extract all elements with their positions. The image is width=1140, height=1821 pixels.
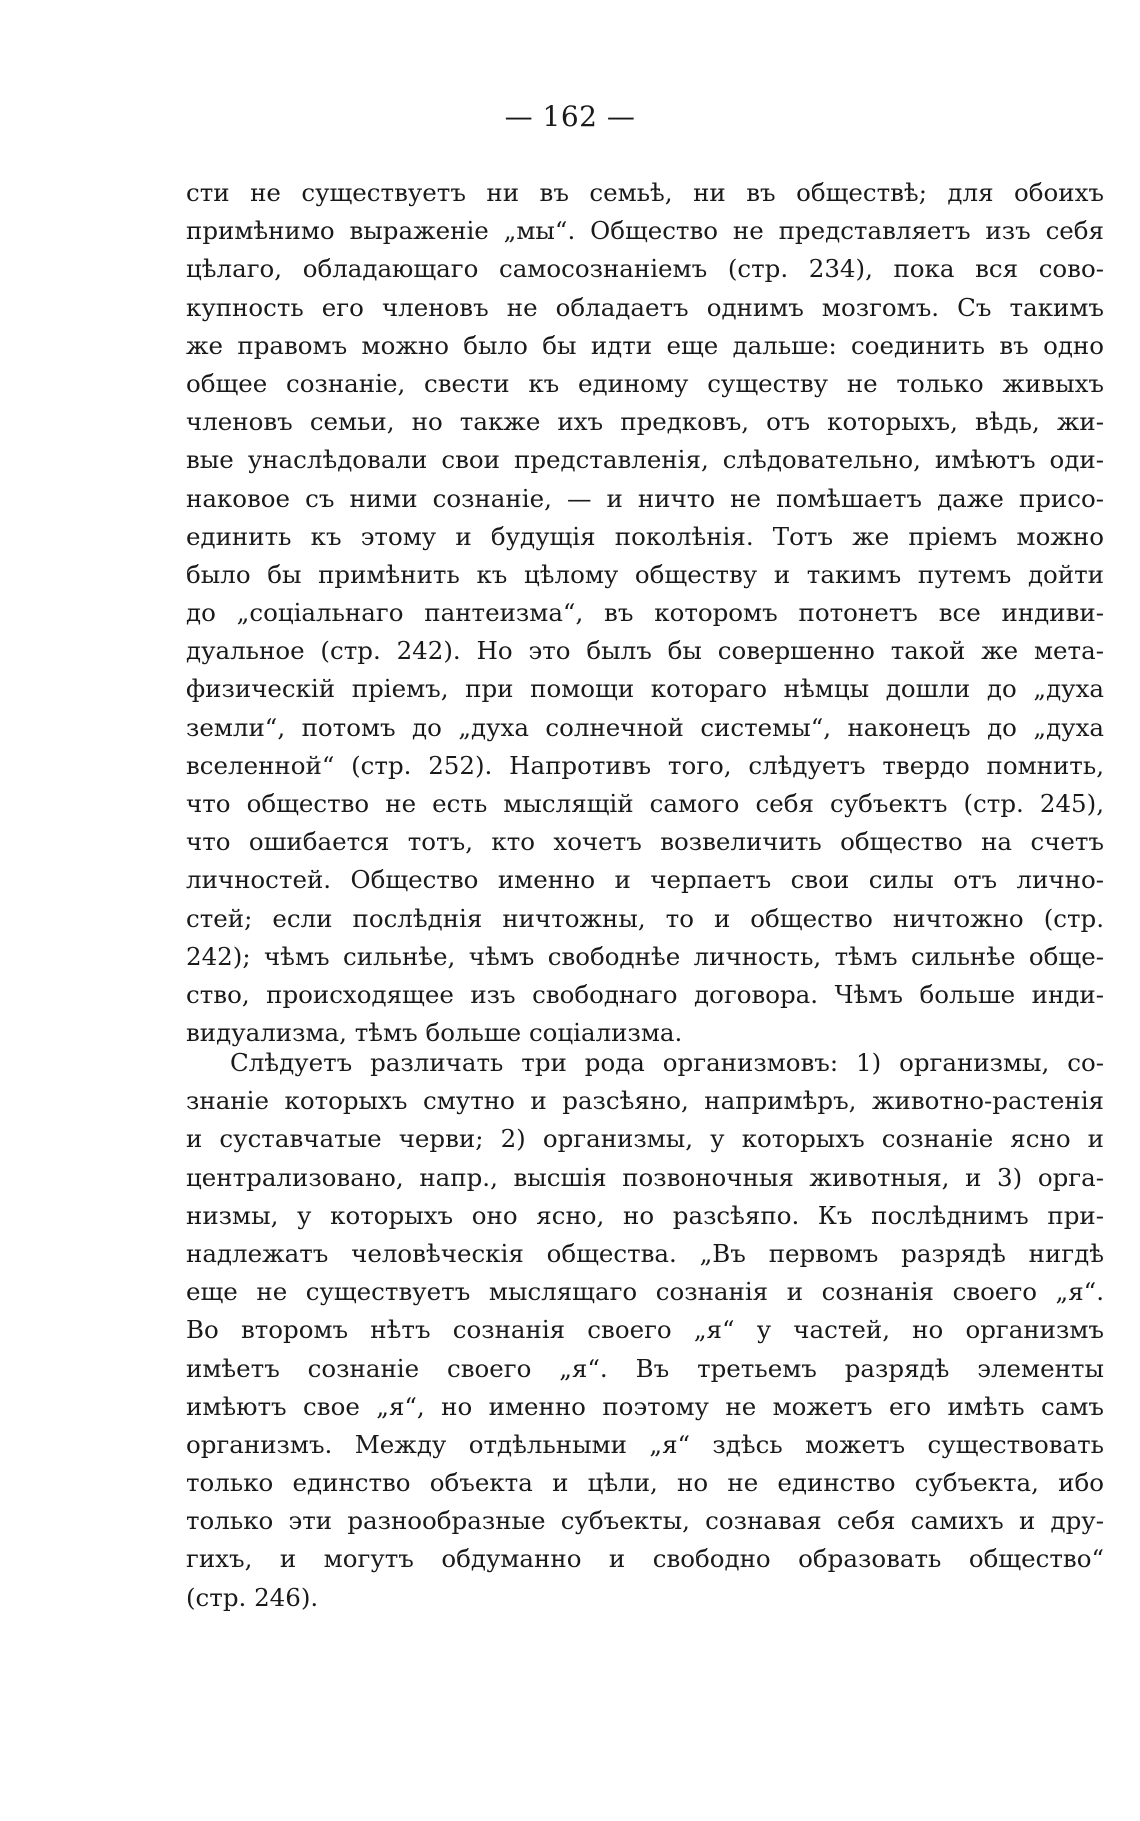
page-number: — 162 — (504, 100, 636, 133)
text-line: же правомъ можно было бы идти еще дальше: соединить въ одно (186, 330, 1104, 360)
text-line: только единство объекта и цѣли, но не единство субъекта, ибо (186, 1468, 1104, 1498)
text-line: вые унаслѣдовали свои представленія, слѣдовательно, имѣютъ оди- (186, 445, 1104, 475)
text-line: единить къ этому и будущія поколѣнія. Тотъ же пріемъ можно (186, 521, 1104, 551)
text-line: сти не существуетъ ни въ семьѣ, ни въ обществѣ; для обоихъ (186, 178, 1104, 207)
text-line: организмъ. Между отдѣльными „я“ здѣсь можетъ существовать (186, 1429, 1104, 1459)
text-line: имѣютъ свое „я“, но именно поэтому не можетъ его имѣть самъ (186, 1391, 1104, 1421)
text-line: наковое съ ними сознаніе, — и ничто не помѣшаетъ даже присо- (186, 483, 1104, 513)
text-line: и суставчатые черви; 2) организмы, у которыхъ сознаніе ясно и (186, 1124, 1104, 1154)
text-line: вселенной“ (стр. 252). Напротивъ того, слѣдуетъ твердо помнить, (186, 750, 1104, 780)
text-line: надлежатъ человѣческія общества. „Въ первомъ разрядѣ нигдѣ (186, 1238, 1104, 1268)
text-line: купность его членовъ не обладаетъ однимъ мозгомъ. Съ такимъ (186, 292, 1104, 322)
text-line: примѣнимо выраженіе „мы“. Общество не представляетъ изъ себя (186, 216, 1104, 246)
text-line: дуальное (стр. 242). Но это былъ бы совершенно такой же мета- (186, 636, 1104, 666)
text-line: (стр. 246). (186, 1582, 319, 1612)
text-line: знаніе которыхъ смутно и разсѣяно, напримѣръ, животно-растенія (186, 1086, 1104, 1116)
text-line: 242); чѣмъ сильнѣе, чѣмъ свободнѣе личность, тѣмъ сильнѣе обще- (186, 941, 1104, 971)
text-line: стей; если послѣднія ничтожны, то и общество ничтожно (стр. (186, 903, 1104, 933)
text-line: что общество не есть мыслящій самого себя субъектъ (стр. 245), (186, 789, 1104, 818)
text-line: земли“, потомъ до „духа солнечной системы“, наконецъ до „духа (186, 712, 1104, 742)
text-line: централизовано, напр., высшія позвоночныя животныя, и 3) орга- (186, 1162, 1104, 1192)
text-line: личностей. Общество именно и черпаетъ свои силы отъ лично- (186, 865, 1104, 895)
text-line: до „соціальнаго пантеизма“, въ которомъ потонетъ все индиви- (186, 598, 1104, 628)
text-line: цѣлаго, обладающаго самосознаніемъ (стр. 234), пока вся сово- (186, 254, 1104, 284)
text-line: низмы, у которыхъ оно ясно, но разсѣяпо. Къ послѣднимъ при- (186, 1200, 1104, 1230)
text-line: Слѣдуетъ различать три рода организмовъ: 1) организмы, со- (230, 1048, 1104, 1077)
text-line: видуализма, тѣмъ больше соціализма. (186, 1018, 683, 1048)
text-line: Во второмъ нѣтъ сознанія своего „я“ у частей, но организмъ (186, 1315, 1104, 1345)
text-line: еще не существуетъ мыслящаго сознанія и сознанія своего „я“. (186, 1277, 1104, 1307)
text-line: имѣетъ сознаніе своего „я“. Въ третьемъ разрядѣ элементы (186, 1353, 1104, 1383)
paragraph-1 (186, 174, 1104, 1052)
text-line: ство, происходящее изъ свободнаго договора. Чѣмъ больше инди- (186, 979, 1104, 1009)
text-line: только эти разнообразные субъекты, сознавая себя самихъ и дру- (186, 1506, 1104, 1536)
text-line: общее сознаніе, свести къ единому существу не только живыхъ (186, 368, 1104, 398)
text-line: что ошибается тотъ, кто хочетъ возвеличить общество на счетъ (186, 827, 1104, 857)
text-line: гихъ, и могутъ обдуманно и свободно образовать общество“ (186, 1544, 1104, 1574)
text-line: членовъ семьи, но также ихъ предковъ, отъ которыхъ, вѣдь, жи- (186, 407, 1104, 437)
text-line: физическій пріемъ, при помощи котораго нѣмцы дошли до „духа (186, 674, 1104, 704)
paragraph-2 (186, 1044, 1104, 1617)
text-line: было бы примѣнить къ цѣлому обществу и такимъ путемъ дойти (186, 559, 1104, 589)
